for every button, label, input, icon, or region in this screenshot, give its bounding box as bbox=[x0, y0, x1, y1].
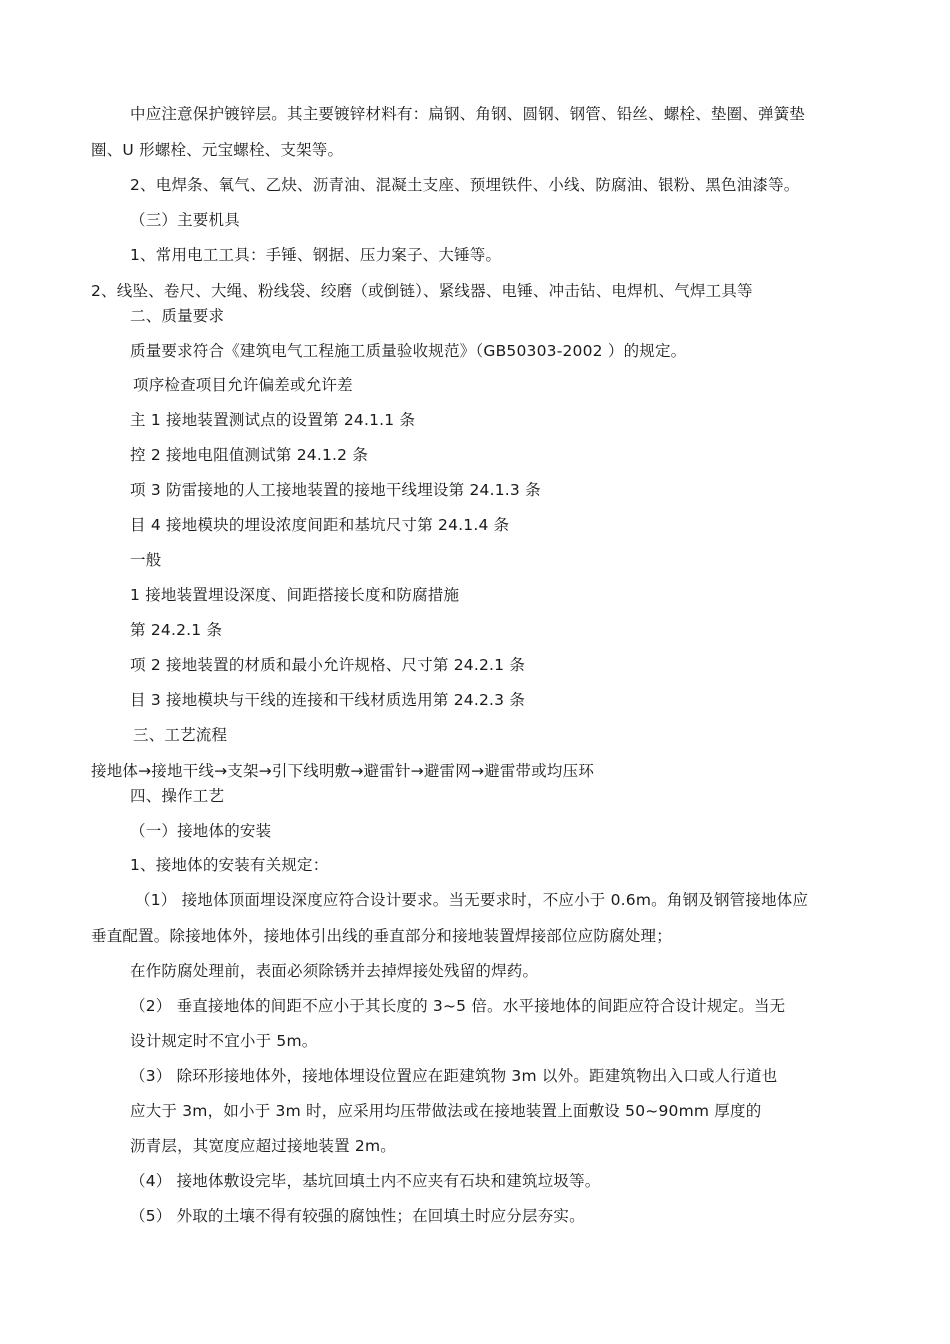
text-line: 1、接地体的安装有关规定： bbox=[130, 856, 329, 874]
text-line: （1） 接地体顶面埋设深度应符合设计要求。当无要求时，不应小于 0.6m。角钢及钢管接地体应 bbox=[135, 891, 809, 909]
text-line: 接地体→接地干线→支架→引下线明敷→避雷针→避雷网→避雷带或均压环 bbox=[91, 762, 595, 780]
text-line: （4） 接地体敷设完毕，基坑回填土内不应夹有石块和建筑垃圾等。 bbox=[130, 1172, 601, 1190]
text-line: （5） 外取的土壤不得有较强的腐蚀性；在回填土时应分层夯实。 bbox=[130, 1207, 585, 1225]
text-line: 设计规定时不宜小于 5m。 bbox=[130, 1032, 318, 1050]
subsection-heading: （一）接地体的安装 bbox=[130, 822, 272, 840]
table-row-line: 第 24.2.1 条 bbox=[130, 621, 223, 639]
table-row-line: 目 3 接地模块与干线的连接和干线材质选用第 24.2.3 条 bbox=[130, 691, 526, 709]
text-line: 2、线坠、卷尺、大绳、粉线袋、绞磨（或倒链）、紧线器、电锤、冲击钻、电焊机、气焊工具等 bbox=[91, 282, 753, 300]
text-line: 圈、U 形螺栓、元宝螺栓、支架等。 bbox=[91, 141, 344, 159]
table-row-line: 目 4 接地模块的埋设浓度间距和基坑尺寸第 24.1.4 条 bbox=[130, 516, 510, 534]
text-line: 在作防腐处理前，表面必须除锈并去掉焊接处残留的焊药。 bbox=[130, 962, 539, 980]
table-row-line: 控 2 接地电阻值测试第 24.1.2 条 bbox=[130, 446, 369, 464]
text-line: 沥青层，其宽度应超过接地装置 2m。 bbox=[130, 1137, 396, 1155]
text-line: 1、常用电工工具：手锤、钢据、压力案子、大锤等。 bbox=[130, 246, 502, 264]
text-line: 中应注意保护镀锌层。其主要镀锌材料有：扁钢、角钢、圆钢、钢管、铅丝、螺栓、垫圈、弹簧垫 bbox=[130, 105, 806, 123]
text-line: 垂直配置。除接地体外，接地体引出线的垂直部分和接地装置焊接部位应防腐处理； bbox=[91, 927, 672, 945]
section-heading: （三）主要机具 bbox=[130, 211, 240, 229]
text-line: 应大于 3m，如小于 3m 时，应采用均压带做法或在接地装置上面敷设 50~90mm 厚度的 bbox=[130, 1102, 762, 1120]
text-line: 2、电焊条、氧气、乙炔、沥青油、混凝土支座、预埋铁件、小线、防腐油、银粉、黑色油漆等。 bbox=[130, 176, 800, 194]
table-row-line: 主 1 接地装置测试点的设置第 24.1.1 条 bbox=[130, 411, 416, 429]
section-heading: 四、操作工艺 bbox=[130, 787, 225, 805]
table-row-line: 一般 bbox=[130, 551, 162, 569]
table-row-line: 1 接地装置埋设深度、间距搭接长度和防腐措施 bbox=[130, 586, 460, 604]
section-heading: 二、质量要求 bbox=[130, 307, 225, 325]
text-line: 质量要求符合《建筑电气工程施工质量验收规范》（GB50303-2002 ）的规定。 bbox=[130, 342, 687, 360]
text-line: （3） 除环形接地体外，接地体埋设位置应在距建筑物 3m 以外。距建筑物出入口或人行道也 bbox=[130, 1067, 778, 1085]
table-row-line: 项 2 接地装置的材质和最小允许规格、尺寸第 24.2.1 条 bbox=[130, 656, 526, 674]
text-line: （2） 垂直接地体的间距不应小于其长度的 3~5 倍。水平接地体的间距应符合设计规定。当无 bbox=[130, 997, 786, 1015]
section-heading: 三、工艺流程 bbox=[133, 726, 228, 744]
table-row-line: 项 3 防雷接地的人工接地装置的接地干线埋设第 24.1.3 条 bbox=[130, 481, 541, 499]
table-header-line: 项序检查项目允许偏差或允许差 bbox=[133, 376, 353, 394]
